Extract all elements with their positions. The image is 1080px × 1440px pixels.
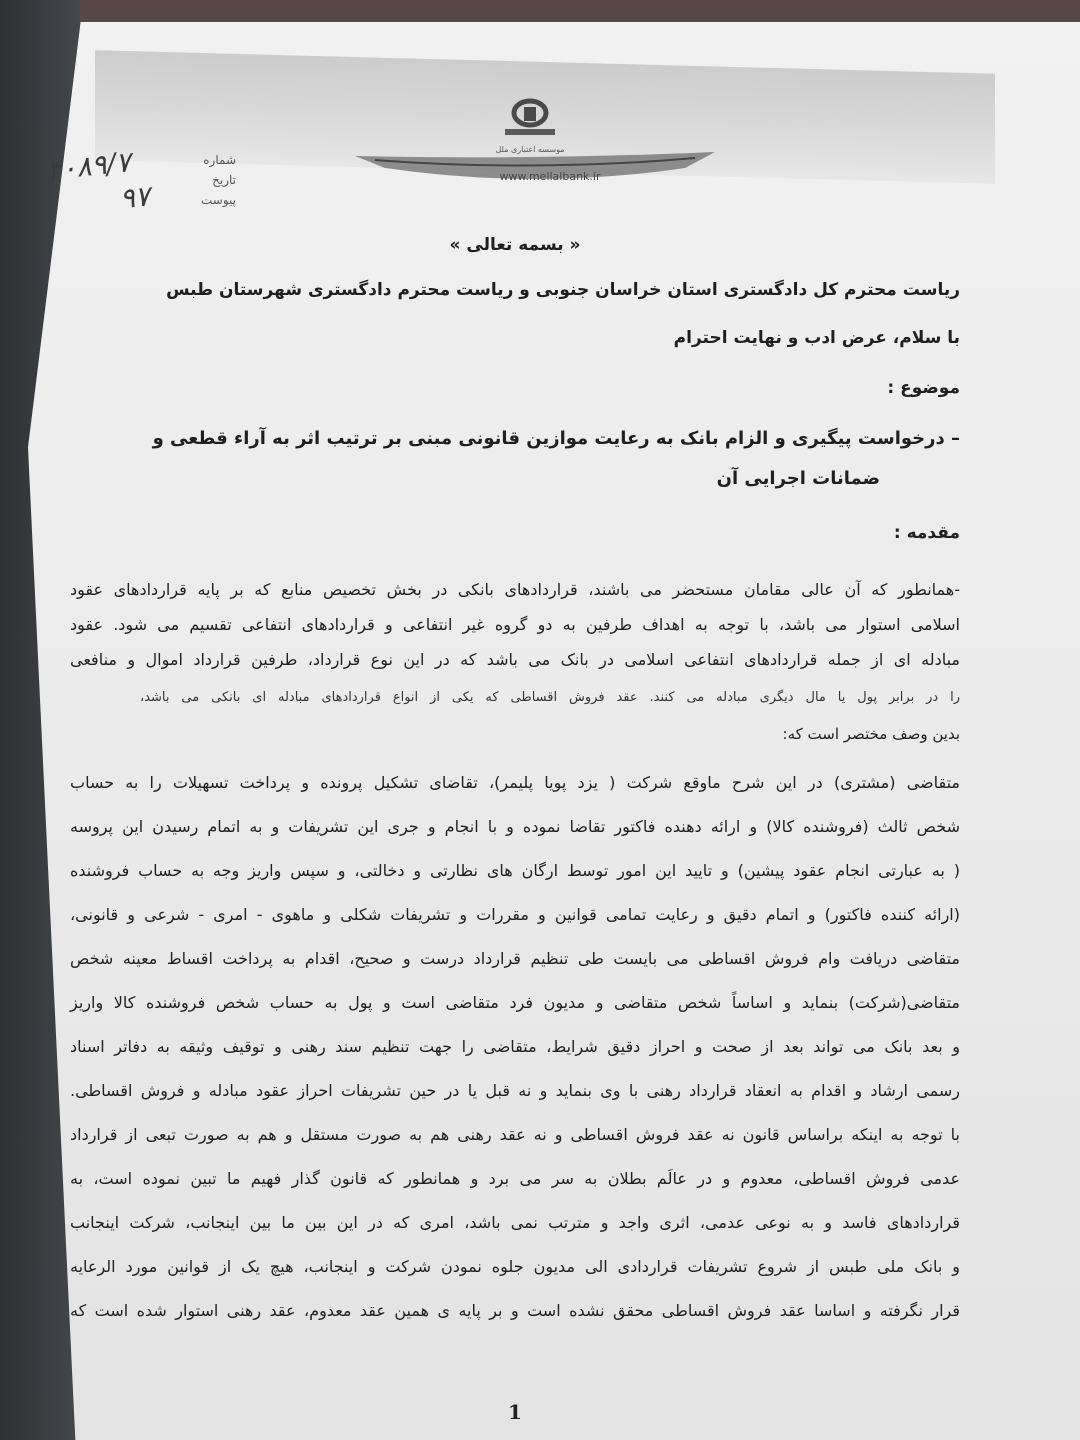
subject-line-1: – درخواست پیگیری و الزام بانک به رعایت موازین قانونی مبنی بر ترتیب اثر به آراء قطعی و: [152, 428, 960, 449]
body-line-6: متقاضی(شرکت) بنماید و اساساً شخص متقاضی و مدیون فرد متقاضی است و پول به حساب شخص فروشنده کالا واریز: [70, 993, 960, 1012]
subject-line-2: ضمانات اجرایی آن: [716, 468, 880, 489]
body-line-10: عدمی فروش اقساطی، معدوم و در عالَم بطلان به سر می برد و همانطور که قانون گذار فهیم ما تبین نموده است، به: [70, 1169, 960, 1188]
body-line-1: متقاضی (مشتری) در این شرح ماوقع شرکت ( یزد پویا پلیمر)، تقاضای تشکیل پرونده و پرداخت تسهیلات را به حساب: [70, 773, 960, 792]
intro-line-3: مبادله ای از جمله قراردادهای انتفاعی اسلامی در بانک می باشد که در این نوع قرارداد، طرفین قرارداد اموال و منافعی: [70, 650, 960, 669]
body-line-13: قرار نگرفته و اساسا عقد فروش اقساطی محقق نشده است و بر پایه ی همین عقد معدوم، عقد رهنی استوار شده است که: [70, 1301, 960, 1320]
body-line-5: متقاضی دریافت وام فروش اقساطی می بایست طی تنظیم قرارداد درست و صحیح، اقدام به پرداخت اقساط معینه شخص: [70, 949, 960, 968]
intro-line-5: بدین وصف مختصر است که:: [782, 725, 960, 743]
body-line-11: قراردادهای فاسد و به نوعی عدمی، اثری واجد و مترتب نمی باشد، امری که در این بین ما بین اینجانب، شرکت اینجانب: [70, 1213, 960, 1232]
page-number: 1: [508, 1400, 522, 1424]
letterhead-url: www.mellalbank.ir: [499, 170, 601, 183]
body-line-2: شخص ثالث (فروشنده کالا) و ارائه دهنده فاکتور تقاضا نموده و با انجام و جری این تشریفات و به اتمام رسیدن این پروسه: [70, 817, 960, 836]
subject-label: موضوع :: [887, 378, 960, 398]
intro-line-2: اسلامی استوار می باشد، با توجه به اهداف طرفین به دو گروه غیر انتفاعی و قراردادهای انتفاعی تقسیم می شود. عقود: [70, 615, 960, 634]
body-line-7: و بعد بانک می تواند بعد از صحت و احراز دقیق شرایط، متقاضی را جهت تنظیم سند رهنی و توقیف وثیقه به دفاتر اسناد: [70, 1037, 960, 1056]
bank-logo-icon: [495, 95, 565, 143]
basmala: « بسمه تعالی »: [449, 235, 581, 255]
handwritten-line-2: ۹۷: [118, 179, 152, 216]
meta-label-date: تاریخ: [212, 173, 236, 187]
addressee: ریاست محترم کل دادگستری استان خراسان جنوبی و ریاست محترم دادگستری شهرستان طبس: [166, 280, 960, 300]
handwritten-line-1: ۴۰۸۹/۷: [44, 145, 133, 187]
meta-label-attachment: پیوست: [201, 193, 236, 207]
intro-label: مقدمه :: [893, 523, 960, 543]
meta-label-number: شماره: [203, 153, 236, 167]
logo-caption: موسسه اعتباری ملل: [495, 145, 565, 154]
letter-body: [70, 225, 960, 1325]
letter-meta-labels: [176, 150, 236, 210]
body-line-12: و بانک ملی طبس از شروع تشریفات قراردادی الی مدیون جلوه نمودن شرکت و اینجانب، هیچ یک از قوانین مورد الرعایه: [70, 1257, 960, 1276]
body-line-8: رسمی ارشاد و اقدام به انعقاد قرارداد رهنی با وی بنماید و نه قبل یا در حین تشریفات احراز عقود مبادله و فروش اقساطی.: [70, 1081, 960, 1100]
intro-line-4: را در برابر پول یا مال دیگری مبادله می کنند. عقد فروش اقساطی که یکی از انواع قراردادهای مبادله ای بانکی می باشد،: [140, 690, 960, 705]
body-line-3: ( به عبارتی انجام عقود پیشین) و تایید این امور توسط ارگان های نظارتی و دخالتی، و سپس واریز وجه به حساب فروشنده: [70, 861, 960, 880]
greeting: با سلام، عرض ادب و نهایت احترام: [673, 328, 960, 348]
body-line-4: (ارائه کننده فاکتور) و اتمام دقیق و رعایت تمامی قوانین و مقررات و تشریفات شکلی و ماهوی - امری - شرعی و قانونی،: [70, 905, 960, 924]
intro-line-1: -همانطور که آن عالی مقامان مستحضر می باشند، قراردادهای بانکی در بخش تخصیص منابع که بر پایه قراردادهای عقود: [70, 580, 960, 599]
body-line-9: با توجه به اینکه براساس قانون نه عقد فروش اقساطی و نه عقد رهنی هم به صورت مستقل و هم به صورت تبعی از قرارداد: [70, 1125, 960, 1144]
